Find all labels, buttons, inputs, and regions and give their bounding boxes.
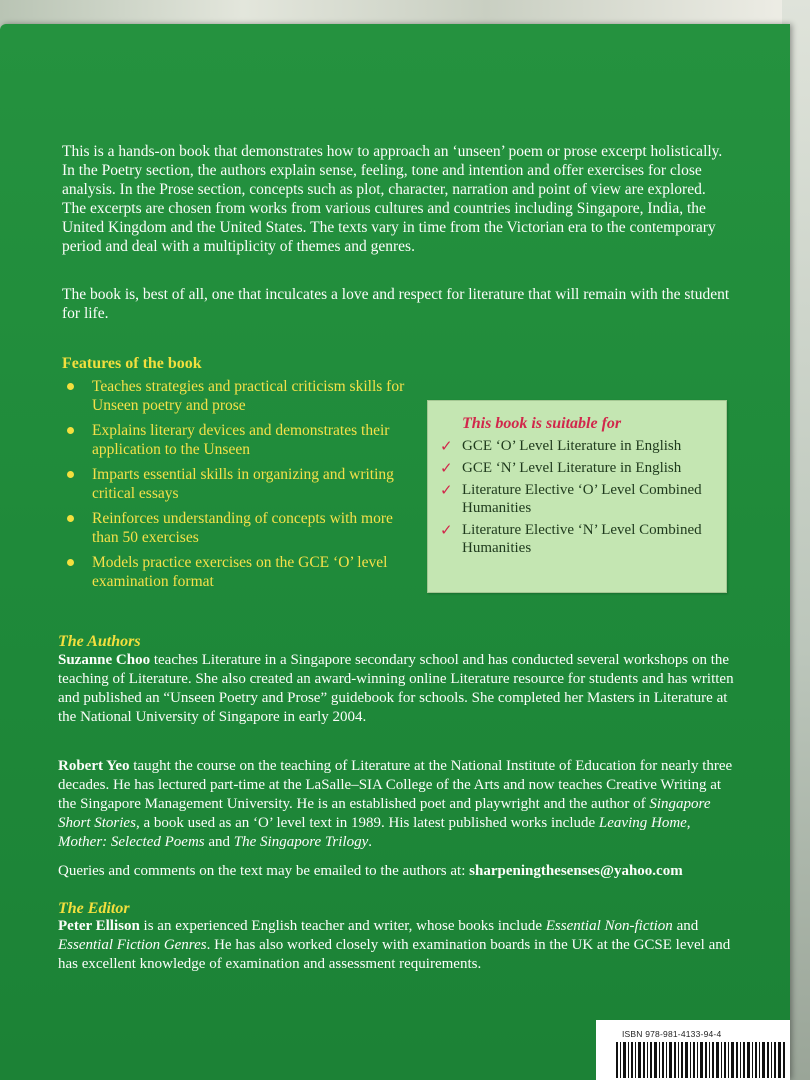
authors-title: The Authors bbox=[58, 633, 141, 650]
suitable-item: ✓ Literature Elective ‘O’ Level Combined Humanities bbox=[440, 481, 702, 516]
feature-item: Imparts essential skills in organizing and writing critical essays bbox=[62, 465, 422, 503]
suitable-item: ✓ GCE ‘O’ Level Literature in English bbox=[440, 437, 682, 455]
editor-title: The Editor bbox=[58, 900, 130, 917]
suitable-for-box bbox=[427, 400, 727, 593]
checkmark-icon: ✓ bbox=[440, 481, 453, 499]
suitable-item: ✓ GCE ‘N’ Level Literature in English bbox=[440, 459, 682, 477]
feature-item: Reinforces understanding of concepts with more than 50 exercises bbox=[62, 509, 422, 547]
bullet-icon bbox=[67, 559, 74, 566]
author-name: Suzanne Choo bbox=[58, 652, 151, 668]
contact-email: sharpeningthesenses@yahoo.com bbox=[469, 863, 683, 879]
editor-bio: Peter Ellison is an experienced English teacher and writer, whose books include Essential Non-fiction and Essential Fiction Genres. He has also worked closely with examination boards in the UK at the GCSE level and has excellent knowledge of examination and assessment requirements. bbox=[58, 918, 731, 972]
features-title: Features of the book bbox=[62, 355, 202, 372]
suitable-list bbox=[438, 437, 724, 561]
description-paragraph-2: The book is, best of all, one that inculcates a love and respect for literature that will remain with the student for life. bbox=[62, 286, 730, 322]
bullet-icon bbox=[67, 515, 74, 522]
bullet-icon bbox=[67, 471, 74, 478]
checkmark-icon: ✓ bbox=[440, 521, 453, 539]
feature-item: Teaches strategies and practical criticism skills for Unseen poetry and prose bbox=[62, 377, 422, 415]
feature-item: Models practice exercises on the GCE ‘O’ level examination format bbox=[62, 553, 422, 591]
isbn-label: ISBN 978-981-4133-94-4 bbox=[622, 1029, 722, 1039]
bullet-icon bbox=[67, 427, 74, 434]
suitable-title: This book is suitable for bbox=[462, 415, 622, 432]
editor-name: Peter Ellison bbox=[58, 918, 140, 934]
description-paragraph-1: This is a hands-on book that demonstrates how to approach an ‘unseen’ poem or prose excerpt holistically. In the Poetry section, the authors explain sense, feeling, tone and intention and offer exercises for close analysis. In the Prose section, concepts such as plot, character, narration and point of view are explored. The excerpts are chosen from works from various cultures and countries including Singapore, India, the United Kingdom and the United States. The texts vary in time from the Victorian era to the contemporary period and deal with a multiplicity of themes and genres. bbox=[62, 143, 723, 255]
queries-line: Queries and comments on the text may be emailed to the authors at: sharpeningthesenses@yahoo.com bbox=[58, 863, 683, 879]
bullet-icon bbox=[67, 383, 74, 390]
book-title: Essential Fiction Genres bbox=[58, 937, 207, 953]
book-title: Essential Non-fiction bbox=[545, 918, 673, 934]
author-bio-suzanne: Suzanne Choo teaches Literature in a Singapore secondary school and has conducted several workshops on the teaching of Literature. She also created an award-winning online Literature resource for students and has written and published an “Unseen Poetry and Prose” guidebook for schools. She completed her Masters in Literature at the National University of Singapore in early 2004. bbox=[58, 652, 734, 725]
checkmark-icon: ✓ bbox=[440, 437, 453, 455]
feature-item: Explains literary devices and demonstrates their application to the Unseen bbox=[62, 421, 422, 459]
book-title: The Singapore Trilogy bbox=[233, 834, 369, 850]
suitable-item: ✓ Literature Elective ‘N’ Level Combined Humanities bbox=[440, 521, 702, 556]
book-back-cover bbox=[0, 24, 790, 1080]
checkmark-icon: ✓ bbox=[440, 459, 453, 477]
isbn-barcode-box bbox=[596, 1020, 790, 1080]
book-title: Leaving Home, Mother: Selected Poems bbox=[58, 815, 691, 850]
author-name: Robert Yeo bbox=[58, 758, 130, 774]
author-bio-robert: Robert Yeo taught the course on the teaching of Literature at the National Institute of Education for nearly three decades. He has lectured part-time at the LaSalle–SIA College of the Arts and now teaches Creative Writing at the Singapore Management University. He is an established poet and playwright and the author of Singapore Short Stories, a book used as an ‘O’ level text in 1989. His latest published works include Leaving Home, Mother: Selected Poems and The Singapore Trilogy. bbox=[58, 758, 733, 850]
features-list bbox=[62, 377, 422, 597]
barcode-icon bbox=[616, 1042, 786, 1078]
book-title: Singapore Short Stories bbox=[58, 796, 711, 831]
